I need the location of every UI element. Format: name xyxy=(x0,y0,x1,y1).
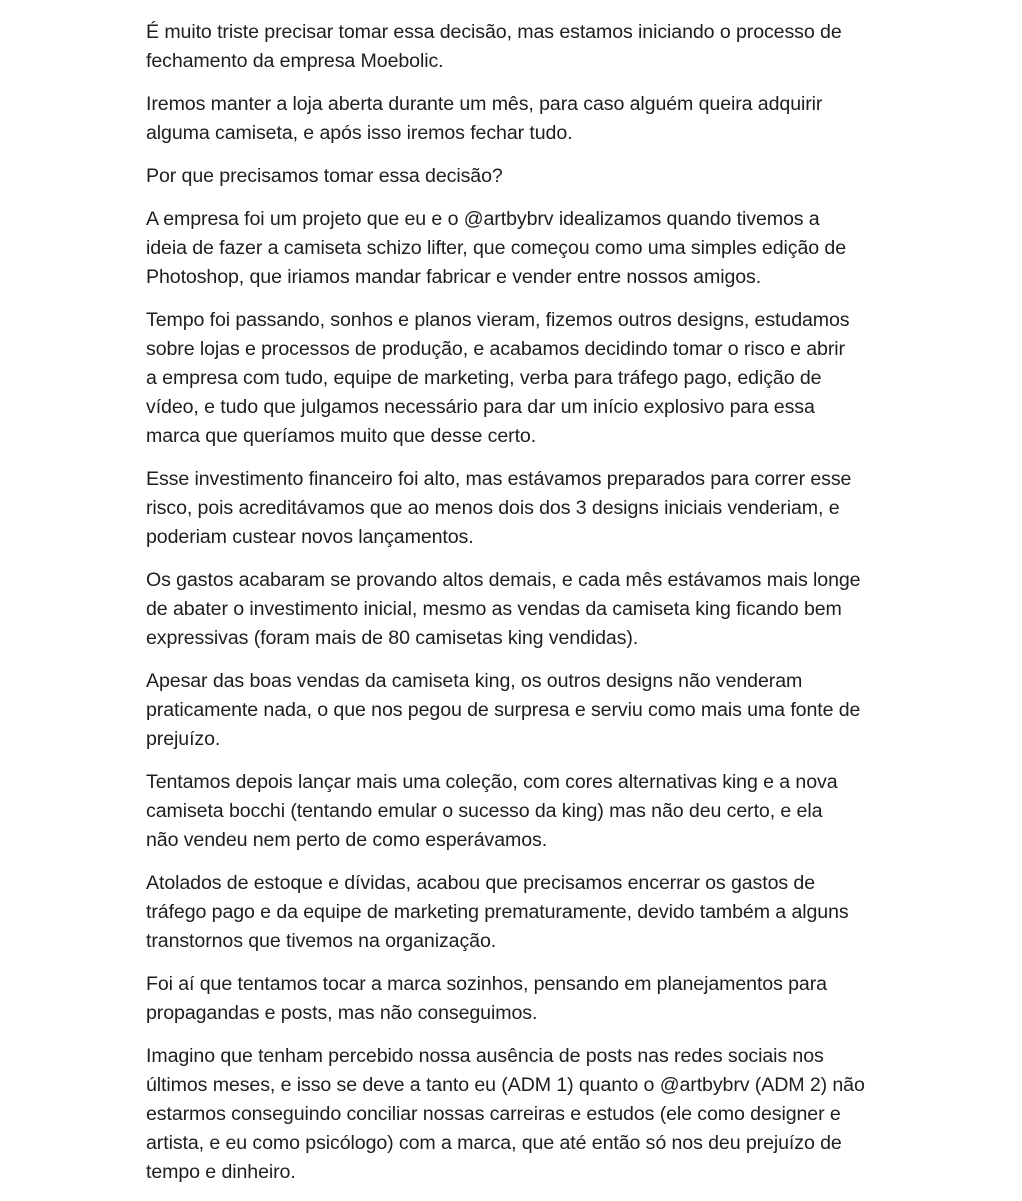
paragraph-growth: Tempo foi passando, sonhos e planos vieram, fizemos outros designs, estudamos sobre lojas e processos de produção, e acabamos decidindo tomar o risco e abrir a empresa com tudo, equipe de marketing, verba para tráfego pago, edição de vídeo, e tudo que julgamos necessário para dar um início explosivo para essa marca que queríamos muito que desse certo. xyxy=(146,309,850,447)
paragraph-investment: Esse investimento financeiro foi alto, mas estávamos preparados para correr esse risco, pois acreditávamos que ao menos dois dos 3 designs iniciais venderiam, e poderiam custear novos lançamentos. xyxy=(146,468,852,548)
paragraph-absence: Imagino que tenham percebido nossa ausência de posts nas redes sociais nos últimos meses, e isso se deve a tanto eu (ADM 1) quanto o @artbybrv (ADM 2) não estarmos conseguindo conciliar nossas carreiras e estudos (ele como designer e artista, e eu como psicólogo) com a marca, que até então só nos deu prejuízo de tempo e dinheiro. xyxy=(146,1045,865,1183)
paragraph-new-collection: Tentamos depois lançar mais uma coleção, com cores alternativas king e a nova camiseta bocchi (tentando emular o sucesso da king) mas não deu certo, e ela não vendeu nem perto de como esperávamos. xyxy=(146,771,838,851)
paragraph-costs: Os gastos acabaram se provando altos demais, e cada mês estávamos mais longe de abater o investimento inicial, mesmo as vendas da camiseta king ficando bem expressivas (foram mais de 80 camisetas king vendidas). xyxy=(146,569,861,649)
paragraph-question: Por que precisamos tomar essa decisão? xyxy=(146,165,503,187)
announcement-document xyxy=(146,18,886,1201)
paragraph-other-designs: Apesar das boas vendas da camiseta king, os outros designs não venderam praticamente nada, o que nos pegou de surpresa e serviu como mais uma fonte de prejuízo. xyxy=(146,670,861,750)
paragraph-project-origin: A empresa foi um projeto que eu e o @artbybrv idealizamos quando tivemos a ideia de fazer a camiseta schizo lifter, que começou como uma simples edição de Photoshop, que iriamos mandar fabricar e vender entre nossos amigos. xyxy=(146,208,847,288)
paragraph-stock-debts: Atolados de estoque e dívidas, acabou que precisamos encerrar os gastos de tráfego pago e da equipe de marketing prematuramente, devido também a alguns transtornos que tivemos na organização. xyxy=(146,872,849,952)
paragraph-alone: Foi aí que tentamos tocar a marca sozinhos, pensando em planejamentos para propagandas e posts, mas não conseguimos. xyxy=(146,973,827,1024)
paragraph-closing-notice: É muito triste precisar tomar essa decisão, mas estamos iniciando o processo de fechamento da empresa Moebolic. xyxy=(146,21,842,72)
paragraph-store-open-month: Iremos manter a loja aberta durante um mês, para caso alguém queira adquirir alguma camiseta, e após isso iremos fechar tudo. xyxy=(146,93,823,144)
